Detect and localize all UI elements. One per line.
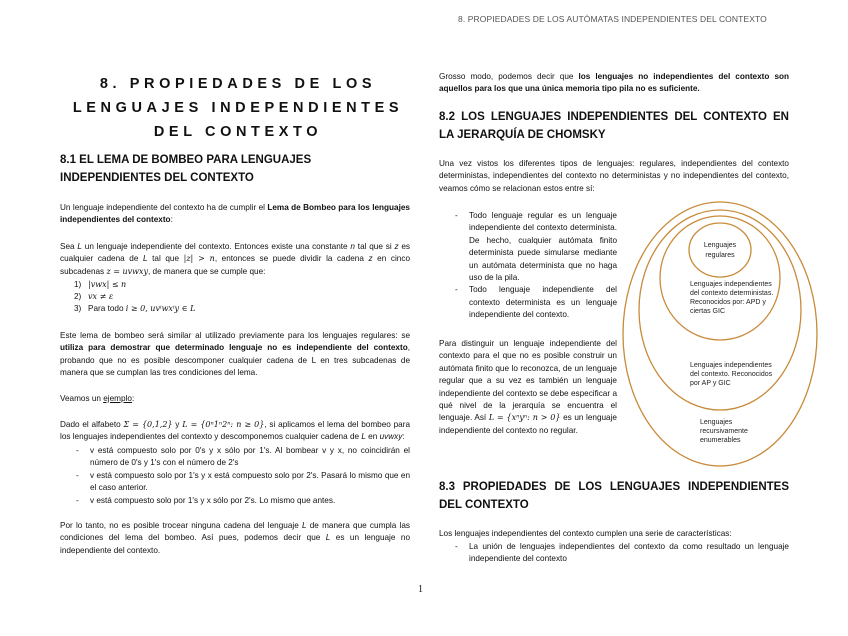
properties-intro: Los lenguajes independientes del contexto cumplen una serie de características: — [439, 529, 732, 538]
chapter-title-line-1: 8. PROPIEDADES DE LOS — [99, 76, 377, 92]
page-number: 1 — [418, 584, 423, 595]
condition-item: 3) Para todo i ≥ 0, uvⁱwxⁱy ∈ L — [74, 304, 196, 313]
properties-list — [439, 541, 789, 566]
regular-ellipse — [689, 223, 751, 277]
hierarchy-intro: Una vez vistos los diferentes tipos de lenguajes: regulares, independientes del contexto deterministas, independientes del contexto no deterministas y no independientes del contexto, veamos cómo se relacionan estos entre sí: — [439, 159, 789, 193]
list-item: - v está compuesto solo por 0's y x sólo por 1's. Al bombear v y x, no coincidirán el número de 0's y 1's con el número de 2's — [76, 446, 410, 468]
chapter-title-line-3: DEL CONTEXTO — [153, 124, 323, 140]
hierarchy-bullets — [439, 210, 617, 322]
lemma-explanation: Este lema de bombeo será similar al utilizado previamente para los lenguajes regulares: se utiliza para demostrar que determinado lenguaje no es independiente del contexto, probando que no es posible descomponer cualquier cadena de L en tres subcadenas de manera que se cumplan las tres condiciones del lema. — [60, 331, 410, 378]
list-item: - Todo lenguaje independiente del contexto determinista es un lenguaje independiente del contexto. — [455, 285, 617, 320]
list-item: - v está compuesto solo por 1's y x sólo por 2's. Lo mismo que antes. — [76, 495, 336, 505]
indep-label-1: Lenguajes independientes — [690, 362, 772, 369]
list-item: - Todo lenguaje regular es un lenguaje independiente del contexto determinista. De hecho, cualquier autómata finito determinista puede simularse mediante un autómata determinista que no haga uso de la pila. — [455, 211, 617, 283]
lemma-intro: Un lenguaje independiente del contexto ha de cumplir el Lema de Bombeo para los lenguajes independientes del contexto: — [60, 203, 410, 225]
example-statement: Dado el alfabeto Σ = {0,1,2} y L = {0ⁿ1ⁿ2ⁿ: n ≥ 0}, si aplicamos el lema del bombeo para los lenguajes independientes del contexto y descomponemos cualquier cadena de L en uvwxy: — [60, 420, 410, 442]
section-8-1-heading: 8.1 EL LEMA DE BOMBEO PARA LENGUAJES INDEPENDIENTES DEL CONTEXTO — [60, 154, 312, 184]
indep-label-2: del contexto. Reconocidos — [690, 371, 773, 378]
det-label-2: del contexto deterministas. — [690, 290, 774, 297]
chapter-title-line-2: LENGUAJES INDEPENDIENTES — [72, 100, 404, 116]
list-item: - La unión de lenguajes independientes del contexto da como resultado un lenguaje independiente del contexto — [455, 542, 789, 564]
example-conclusion: Por lo tanto, no es posible trocear ninguna cadena del lenguaje L de manera que cumpla las condiciones del lema del bombeo. Así pues, podemos decir que L es un lenguaje no independiente del contexto. — [60, 521, 410, 555]
indep-label-3: por AP y GIC — [690, 380, 731, 387]
section-8-3-heading: 8.3 PROPIEDADES DE LOS LENGUAJES INDEPENDIENTES DEL CONTEXTO — [439, 481, 789, 511]
det-ellipse — [660, 216, 780, 340]
condition-item: 2) vx ≠ ε — [74, 292, 114, 301]
chapter-title — [60, 72, 416, 144]
regular-label-2: regulares — [705, 252, 735, 259]
re-label-2: recursivamente — [700, 428, 748, 435]
re-label-3: enumerables — [700, 437, 741, 444]
example-intro: Veamos un ejemplo: — [60, 394, 135, 403]
re-label-1: Lenguajes — [700, 419, 733, 426]
chomsky-hierarchy-diagram — [620, 198, 820, 470]
det-label-1: Lenguajes independientes — [690, 281, 772, 288]
right-intro: Grosso modo, podemos decir que los lenguajes no independientes del contexto son aquellos para los que una única memoria tipo pila no es suficiente. — [439, 72, 789, 94]
running-head: 8. PROPIEDADES DE LOS AUTÓMATAS INDEPENDIENTES DEL CONTEXTO — [458, 14, 767, 24]
det-label-3: Reconocidos por: APD y — [690, 299, 766, 306]
det-label-4: ciertas GIC — [690, 308, 726, 315]
lemma-conditions — [60, 279, 410, 315]
lemma-statement: Sea L un lenguaje independiente del contexto. Entonces existe una constante n tal que si z es cualquier cadena de L tal que |z| > n, entonces se puede dividir la cadena z en cinco subcadenas z = uvwxy, de manera que se cumple que: — [60, 242, 411, 276]
condition-item: 1) |vwx| ≤ n — [74, 280, 127, 289]
hierarchy-distinction: Para distinguir un lenguaje independiente del contexto para el que no es posible construir un autómata finito que lo reconozca, de un lenguaje regular que a su vez es también un lenguaje independiente del contexto se debe especificar a qué nivel de la jerarquía se encuentra el lenguaje. Así L = {xⁿyⁿ: n > 0} es un lenguaje independiente del contexto no regular. — [439, 339, 617, 435]
example-cases — [60, 445, 410, 507]
section-8-2-heading: 8.2 LOS LENGUAJES INDEPENDIENTES DEL CONTEXTO EN LA JERARQUÍA DE CHOMSKY — [439, 111, 789, 141]
list-item: - v está compuesto solo por 1's y x está compuesto solo por 2's. Pasará lo mismo que en el caso anterior. — [76, 470, 410, 493]
regular-label-1: Lenguajes — [703, 242, 737, 249]
